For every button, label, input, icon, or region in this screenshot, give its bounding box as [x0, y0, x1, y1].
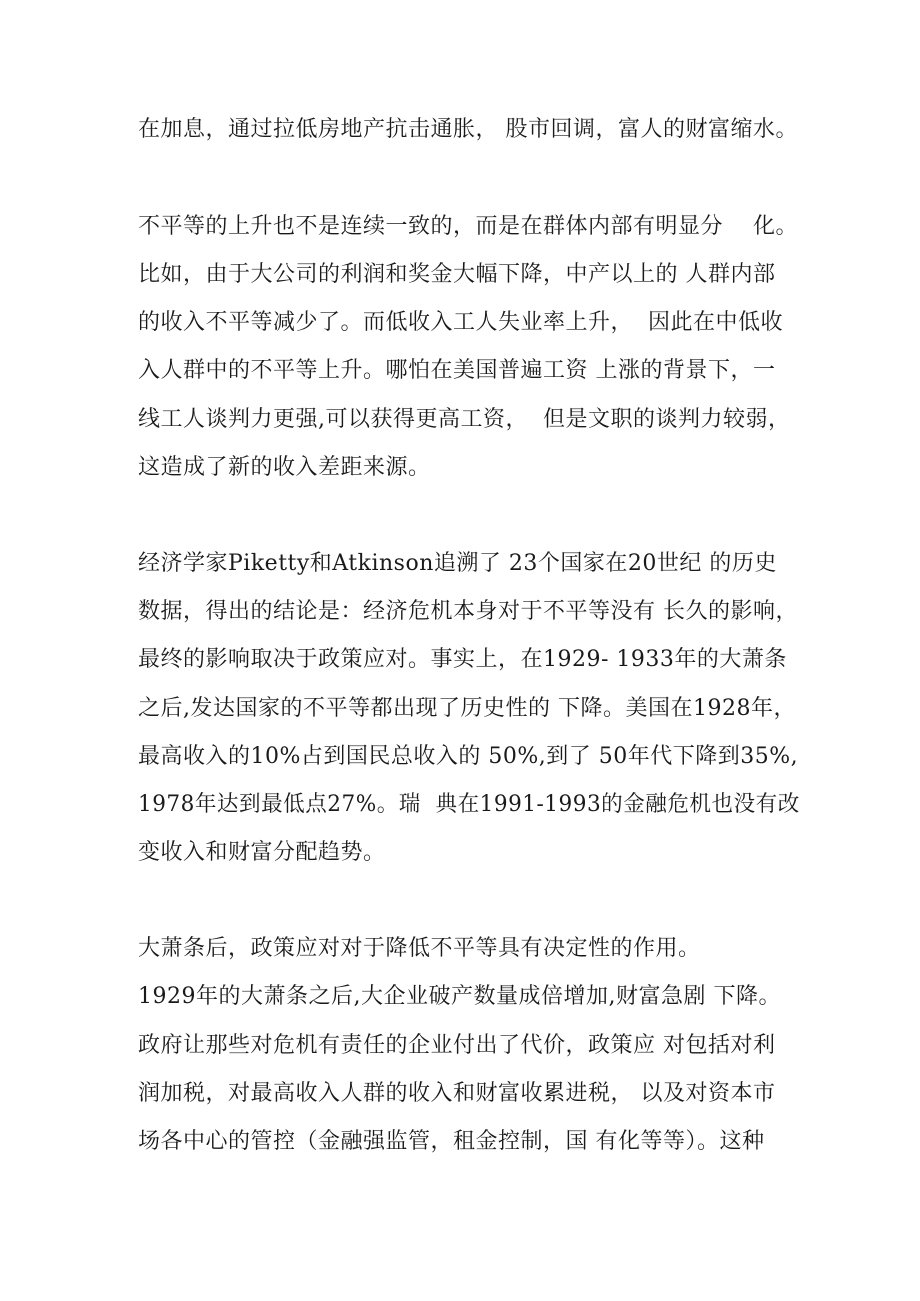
text-line: 这造成了新的收入差距来源。 — [138, 455, 431, 480]
text-line: 数据，得出的结论是：经济危机本身对于不平等没有 长久的影响， — [138, 599, 798, 624]
text-line: 最终的影响取决于政策应对。事实上，在1929- 1933年的大萧条 — [138, 647, 787, 672]
text-line: 润加税，对最高收入人群的收入和财富收累进税， 以及对资本市 — [138, 1081, 776, 1106]
text-line: 之后,发达国家的不平等都出现了历史性的 下降。美国在1928年， — [138, 696, 796, 721]
text-line: 经济学家Piketty和Atkinson追溯了 23个国家在20世纪 的历史 — [138, 551, 777, 576]
text-line: 不平等的上升也不是连续一致的，而是在群体内部有明显分 化。 — [138, 214, 798, 239]
text-line: 1929年的大萧条之后,大企业破产数量成倍增加,财富急剧 下降。 — [138, 984, 781, 1009]
text-line: 在加息，通过拉低房地产抗击通胀， 股市回调，富人的财富缩水。 — [138, 117, 798, 142]
text-line: 的收入不平等减少了。而低收入工人失业率上升， 因此在中低收 — [138, 310, 783, 335]
text-line: 大萧条后，政策应对对于降低不平等具有决定性的作用。 — [138, 936, 701, 961]
text-line: 入人群中的不平等上升。哪怕在美国普遍工资 上涨的背景下，一 — [138, 358, 776, 383]
text-line: 政府让那些对危机有责任的企业付出了代价，政策应 对包括对利 — [138, 1033, 776, 1058]
text-line: 线工人谈判力更强,可以获得更高工资， 但是文职的谈判力较弱， — [138, 407, 791, 432]
text-line: 场各中心的管控（金融强监管，租金控制，国 有化等等）。这种 — [138, 1129, 765, 1154]
text-line: 比如，由于大公司的利润和奖金大幅下降，中产以上的 人群内部 — [138, 262, 776, 287]
text-line: 变收入和财富分配趋势。 — [138, 840, 386, 865]
text-line: 1978年达到最低点27%。瑞 典在1991-1993的金融危机也没有改 — [138, 792, 800, 817]
text-line: 最高收入的10%占到国民总收入的 50%,到了 50年代下降到35%, — [138, 744, 799, 769]
